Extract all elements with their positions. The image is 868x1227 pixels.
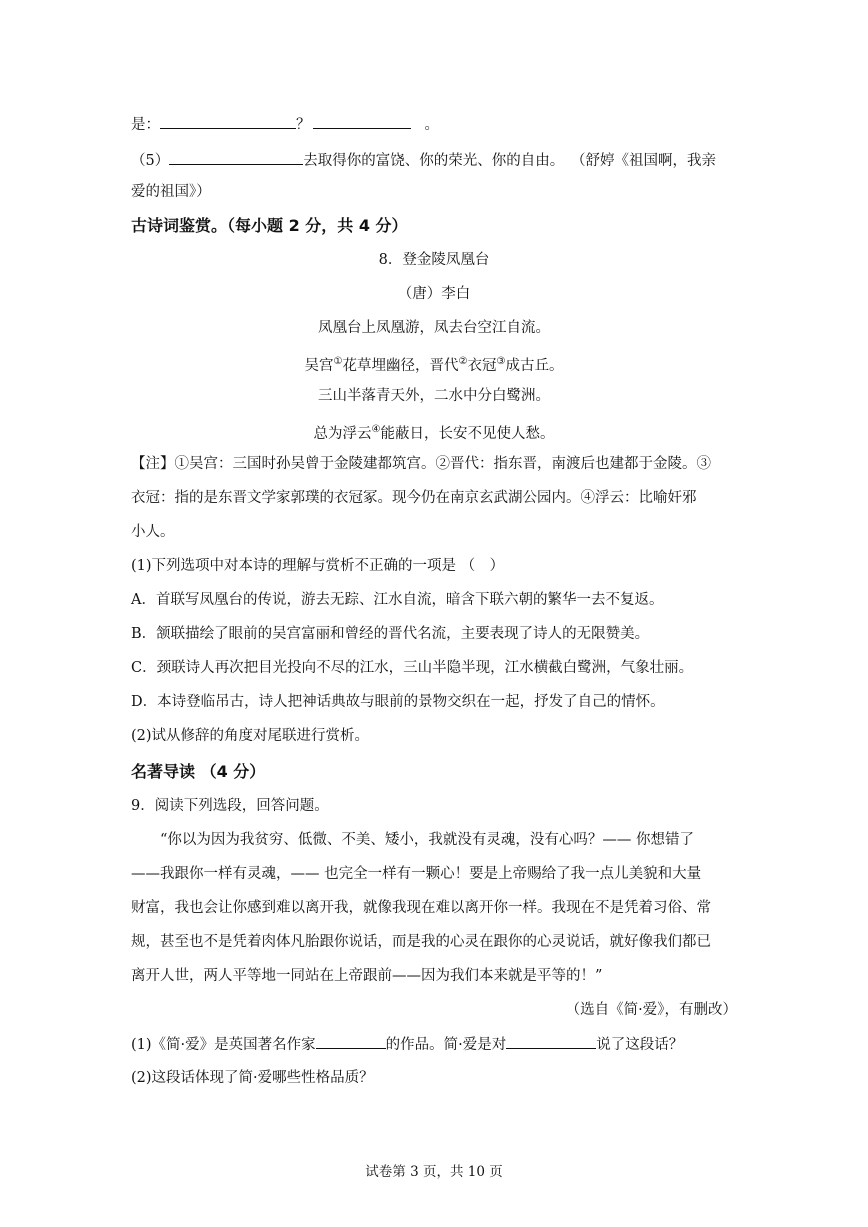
poem-line-2 [131,352,737,376]
poem-text: 花草埋幽径，晋代 [342,357,459,374]
q9-subquestion-1 [131,1034,683,1055]
footnote-marker: ① [333,356,343,367]
item-source: （舒婷《祖国啊，我亲 [578,153,716,169]
poem-text: 成古丘。 [505,357,564,374]
answer-blank[interactable] [169,150,303,165]
answer-blank[interactable] [160,114,296,129]
poem-line-4 [131,420,737,444]
passage-line-2: ——我跟你一样有灵魂，—— 也完全一样有一颗心！要是上帝赐给了我一点儿美貌和大量 [131,866,702,882]
poem-text: 总为浮云 [313,425,372,442]
answer-blank[interactable] [313,114,411,129]
poem-note-line-2: 衣冠：指的是东晋文学家郭璞的衣冠冢。现今仍在南京玄武湖公园内。④浮云：比喻奸邪 [131,490,697,506]
poem-author: （唐）李白 [397,286,471,302]
option-b[interactable]: B．颔联描绘了眼前的吴宫富丽和曾经的晋代名流，主要表现了诗人的无限赞美。 [131,626,650,642]
poem-text: 吴宫 [304,357,334,374]
q8-subquestion-2: (2)试从修辞的角度对尾联进行赏析。 [131,728,370,744]
q7-answer-line [131,114,439,135]
poem-text: 能蔽日，长安不见使人愁。 [380,425,555,442]
q7-period: 。 [424,117,439,133]
poem-line-3: 三山半落青天外，二水中分白鹭洲。 [318,388,550,404]
answer-blank[interactable] [506,1034,596,1049]
footnote-marker: ② [458,356,468,367]
q7-question-mark: ？ [296,117,311,133]
passage-line-5: 离开人世，两人平等地一同站在上帝跟前——因为我们本来就是平等的！” [131,968,603,984]
section-heading-poetry: 古诗词鉴赏。（每小题 2 分，共 4 分） [131,216,408,235]
q7-item-5 [131,150,716,171]
q9-subquestion-2: (2)这段话体现了简·爱哪些性格品质？ [131,1070,374,1086]
q7-prefix: 是： [131,117,160,133]
passage-line-3: 财富，我也会让你感到难以离开我，就像我现在难以离开你一样。我现在不是凭着习俗、常 [131,900,711,916]
poem-text: 衣冠 [467,357,497,374]
q9-title: 9．阅读下列选段，回答问题。 [131,798,329,814]
footnote-marker: ④ [371,424,381,435]
poem-title: 8．登金陵凤凰台 [378,252,490,268]
question-text: 说了这段话？ [596,1037,684,1053]
page-footer: 试卷第 3 页，共 10 页 [365,1164,503,1180]
option-d[interactable]: D．本诗登临吊古，诗人把神话典故与眼前的景物交织在一起，抒发了自己的情怀。 [131,694,665,710]
passage-source: （选自《简·爱》，有删改） [565,1002,737,1018]
item-number: （5） [131,153,170,169]
poem-line-1: 凤凰台上凤凰游，凤去台空江自流。 [318,320,550,336]
answer-blank[interactable] [316,1034,386,1049]
section-heading-reading: 名著导读 （4 分） [131,762,266,781]
item-text: 去取得你的富饶、你的荣光、你的自由。 [303,153,565,169]
poem-note-line-3: 小人。 [131,524,175,540]
footnote-marker: ③ [496,356,506,367]
q7-item-5-source-cont: 爱的祖国》） [131,184,211,200]
question-text: 的作品。简·爱是对 [385,1037,507,1053]
poem-note-line-1: 【注】①吴宫：三国时孙吴曾于金陵建都筑宫。②晋代：指东晋，南渡后也建都于金陵。③ [131,456,711,472]
option-c[interactable]: C．颈联诗人再次把目光投向不尽的江水，三山半隐半现，江水横截白鹭洲，气象壮丽。 [131,660,694,676]
question-text: (1)《简·爱》是英国著名作家 [131,1037,316,1053]
option-a[interactable]: A．首联写凤凰台的传说，游去无踪、江水自流，暗含下联六朝的繁华一去不复返。 [131,592,664,608]
passage-line-1: “你以为因为我贫穷、低微、不美、矮小，我就没有灵魂，没有心吗？—— 你想错了 [160,832,695,848]
passage-line-4: 规，甚至也不是凭着肉体凡胎跟你说话，而是我的心灵在跟你的心灵说话，就好像我们都已 [131,934,711,950]
q8-subquestion-1: (1)下列选项中对本诗的理解与赏析不正确的一项是 （ ） [131,558,505,574]
